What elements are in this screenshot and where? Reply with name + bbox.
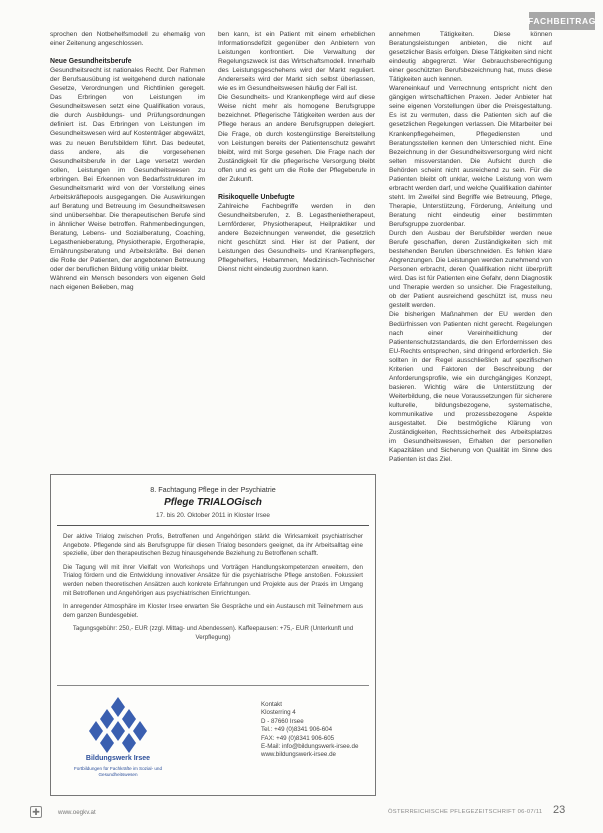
- body-paragraph: ben kann, ist ein Patient mit einem erheblichen Informationsdefizit gegenüber den Anbietern von Leistungen konfrontiert. Die Verwaltung der Regelungszweck ist das Wirtschaftsmodell. Innerhalb des Leistungsgeschehens wird der Markt reguliert. Andererseits wird der Markt sich selbst überlassen, wie es im Gesundheitswesen häufig der Fall ist.: [218, 31, 375, 93]
- ad-contact: [261, 701, 358, 760]
- section-heading: Neue Gesundheitsberufe: [50, 58, 132, 66]
- event-advertisement: [50, 474, 376, 796]
- text-column-2: [218, 30, 375, 470]
- body-paragraph: Die bisherigen Maßnahmen der EU werden den Bedürfnissen von Patienten nicht gerecht. Regelungen nach einer Vereinheitlichung der Patientenschutzstandards, die den Erfordernissen des EU-Rechts entsprechen, sind dringend erforderlich. Sie sollten in der Regel ausschließlich auf spezifischen Kriterien und Faktoren der Beschreibung der Anforderungsprofile, wie ein durchgängiges Konzept, basieren. Wichtig wäre die Unterstützung der Weiterbildung, die neue Voraussetzungen für sicherere kulturelle, bildungsbezogene, systematische, kommunikative und prozessbezogene Aspekte ausgestaltet. Die bestmögliche Klärung von Zuständigkeiten, Rechtssicherheit des Arbeitsplatzes im Gesundheitswesen, Erhalten der personellen Kapazitäten und Sicherung von Qualität im Sinne des Patienten ist das Ziel.: [389, 311, 552, 464]
- contact-line: FAX: +49 (0)8341 906-605: [261, 734, 335, 742]
- logo-subtitle: Fortbildungen für Fachkräfte im Sozial- und Gesundheitswesen: [73, 766, 163, 777]
- section-rubric: FACHBEITRAG: [529, 12, 595, 30]
- logo-name: Bildungswerk Irsee: [85, 755, 151, 762]
- body-paragraph: Durch den Ausbau der Berufsbilder werden neue Berufe geschaffen, deren Zuständigkeiten sich mit bestehenden Berufen überschneiden. Es fehlen klare Abgrenzungen. Die Leistungen werden zunehmend von Personen erbracht, deren Qualifikation nicht überprüft wird. Das ist für Patienten eine Gefahr, denn Diagnostik und Therapie werden so unsicher. Die Fragestellung, ob der Patient ausreichend geschützt ist, muss neu gestellt werden.: [389, 230, 552, 310]
- ad-paragraph: In anregender Atmosphäre im Kloster Irsee erwarten Sie Gespräche und ein Austausch mit Teilnehmern aus dem ganzen Bundesgebiet.: [63, 603, 363, 619]
- ad-event-name: Pflege TRIALOGisch: [164, 497, 262, 508]
- body-paragraph: Wareneinkauf und Verrechnung entspricht nicht den gängigen wirtschaftlichen Praxen. Jeder Anbieter hat seine eigenen Vorstellungen über die Preisgestaltung. Es ist zu vermuten, dass die Patienten sich auf die gesetzlichen Regelungen verlassen. Die Mitarbeiter bei Krankenpflegeheimen, Pflegediensten und Beratungsstellen kennen den Unterschied nicht. Eine Bezeichnung in der Gesundheitsversorgung wird nicht selten missverstanden. Die Aufsicht durch die Behörden scheint nicht ausreichend zu sein. Für die Patienten bleibt oft unklar, welche Leistung von wem erbracht werden darf, und welche Qualifikation dahinter steht. Im Zweifel sind Begriffe wie Betreuung, Pflege, Therapie, Unterstützung, Förderung, Anleitung und Beratung nicht eindeutig einer bestimmten Berufsgruppe zuordenbar.: [389, 85, 552, 228]
- diamond-logo-icon: [63, 693, 173, 755]
- contact-line: Kontakt: [261, 701, 282, 708]
- body-paragraph: Gesundheitsrecht ist nationales Recht. Der Rahmen der Berufsausübung ist weitgehend durch nationale Gesetze, Verordnungen und Richtlinien geregelt. Das Erbringen von Leistungen im Gesundheitswesen setzt eine Qualifikation voraus, die durch Ausbildungs- und Prüfungsordnungen definiert ist. Das Erbringen von Leistungen im Gesundheitswesen wird auf Kostenträger abgewälzt, was zu neuen Berufsbildern führt. Das bedeutet, dass andere, als die vorgesehenen Gesundheitsberufe in der Lage versetzt werden sollen, Leistungen im Gesundheitswesen zu erbringen. Bei Erkennen von Bedarfsstrukturen im Gesundheitsmarkt wird von der Vorstellung eines Arbeitskräftepools ausgegangen. Die Auswirkungen auf Beratung und Betreuung im Gesundheitswesen sind unübersehbar. Die therapeutischen Berufe sind in ähnlicher Weise betroffen. Rahmenbedingungen, Beratung, Lebens- und Sozialberatung, Coaching, Legasthenieberatung, Physiotherapie, Ergotherapie, Ernährungsberatung und Arbeitskräfte. Bei denen die Rolle der Patienten, der angebotenen Betreuung oder der beruflichen Bildung völlig unklar bleibt.: [50, 67, 205, 274]
- footer-magazine: ÖSTERREICHISCHE PFLEGEZEITSCHRIFT 06-07/11: [388, 809, 543, 815]
- contact-line: D - 87660 Irsee: [261, 717, 304, 725]
- contact-line: Tel.: +49 (0)8341 906-604: [261, 726, 333, 734]
- ad-body: [63, 533, 363, 648]
- publisher-cross-icon: ✚: [30, 806, 42, 818]
- ad-title: 8. Fachtagung Pflege in der Psychiatrie: [150, 485, 276, 494]
- footer-url: www.oegkv.at: [58, 809, 96, 816]
- contact-line: Klosterring 4: [261, 709, 296, 717]
- body-paragraph: Zahlreiche Fachbegriffe werden in den Gesundheitsberufen, z. B. Legasthenietherapeut, Lernförderer, Physiotherapeut, Heilpraktiker und andere Bezeichnungen verwendet, die gesetzlich nicht geschützt sind. Hier ist der Patient, der Leistungen des Gesundheits- und Krankenpflegers, Pflegehelfers, Hebammen, Medizinisch-Technischer Dienst nicht eindeutig zuordnen kann.: [218, 202, 375, 274]
- body-paragraph: annehmen Tätigkeiten. Diese können Beratungsleistungen anbieten, die nicht auf gesetzlicher Basis erfolgen. Diese Tätigkeiten sind nicht eindeutig abgegrenzt. Wer Gebrauchsberechtigung einer geschützten Berufsbezeichnung hat, muss diese Tätigkeiten auch kennen.: [389, 31, 552, 84]
- text-column-3: [389, 30, 552, 820]
- ad-divider: [57, 525, 369, 526]
- contact-website: www.bildungswerk-irsee.de: [261, 751, 336, 759]
- contact-email: E-Mail: info@bildungswerk-irsee.de: [261, 743, 359, 751]
- bildungswerk-logo: [63, 693, 173, 789]
- ad-date: 17. bis 20. Oktober 2011 in Kloster Irsee: [156, 512, 270, 519]
- body-paragraph: sprochen den Notbehelfsmodell zu ehemalig von einer Zeitenung angeschlossen.: [50, 31, 205, 48]
- body-paragraph: Während ein Mensch besonders von eigenen Geld nach eigenen Belieben, mag: [50, 275, 205, 292]
- body-paragraph: Die Gesundheits- und Krankenpflege wird auf diese Weise nicht mehr als homogene Berufsgruppe bezeichnet. Pflegerische Tätigkeiten werden aus der Pflege heraus an andere Berufsgruppen delegiert. Die Frage, ob durch kostengünstige Bereitstellung von Leistungen bereits der Patientenschutz gewahrt bleibt, wird mit Sorge gesehen. Die Frage nach der Zuständigkeit für die pflegerische Versorgung bleibt offen und es geht um die Rolle der Pflegeberufe in der Zukunft.: [218, 94, 375, 183]
- ad-paragraph: Die Tagung will mit ihrer Vielfalt von Workshops und Vorträgen Handlungskompetenzen erweitern, den Trialog fördern und die Entwicklung innovativer Ansätze für die psychiatrische Pflege anstoßen. Fokussiert werden neben theoretischen Ansätzen auch konkrete Erfahrungen und Projekte aus der Praxis im Umgang mit Betroffenen und Angehörigen aus psychiatrischen Einrichtungen.: [63, 563, 363, 597]
- ad-divider: [57, 685, 369, 686]
- page-number: 23: [553, 804, 566, 816]
- ad-paragraph: Der aktive Trialog zwischen Profis, Betroffenen und Angehörigen stärkt die Wirksamkeit psychiatrischer Angebote. Pflegende sind als Berufsgruppe für diesen Trialog besonders geeignet, da ihr Arbeitsalltag eine spezielle, über den therapeutischen Bezug hinausgehende Beziehung zu Betroffenen schafft.: [63, 533, 363, 558]
- section-heading: Risikoquelle Unbefugte: [218, 193, 295, 201]
- ad-price: Tagungsgebühr: 250,- EUR (zzgl. Mittag- und Abendessen). Kaffeepausen: +75,- EUR (Unterkunft und Verpflegung): [72, 625, 354, 641]
- text-column-1: [50, 30, 205, 470]
